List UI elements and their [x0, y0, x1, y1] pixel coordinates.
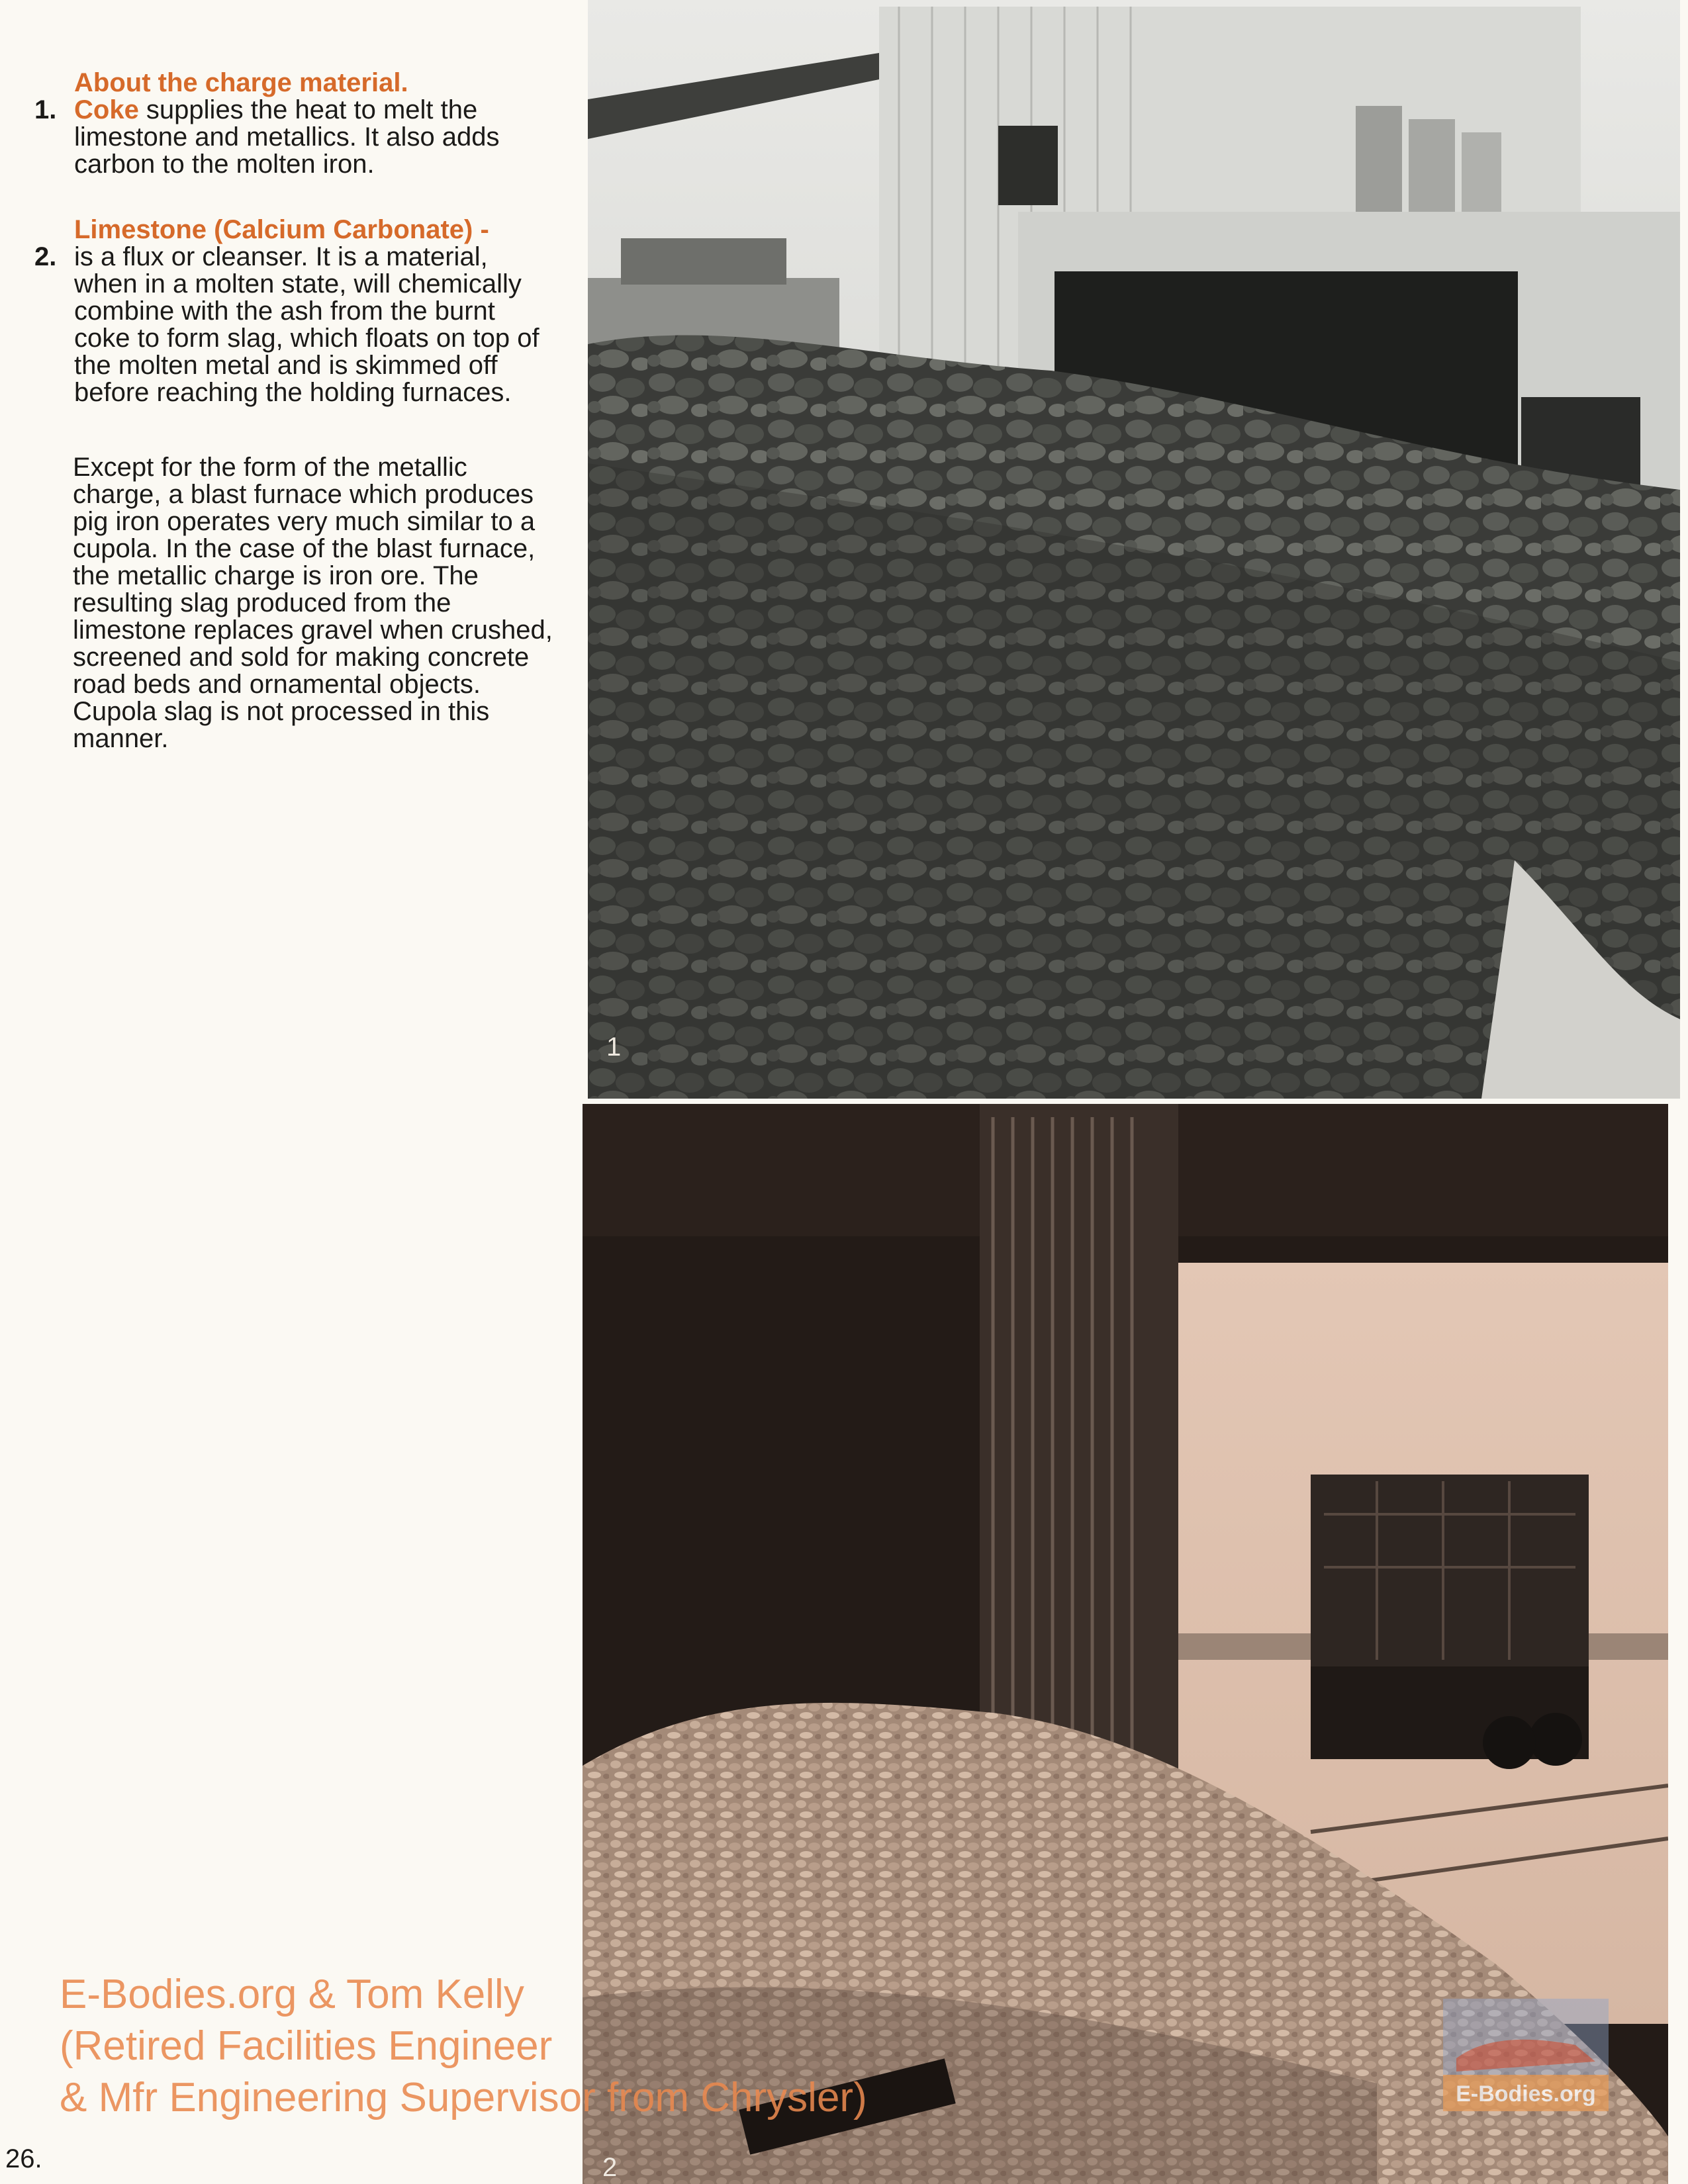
list-item-coke	[26, 69, 556, 178]
photo-number-label: 2	[602, 2153, 618, 2182]
explanatory-paragraph: Except for the form of the metallic charge, a blast furnace which produces pig iron operates very much similar to a cupola. In the case of the blast furnace, the metallic charge is iron ore. The resulting slag produced from the limestone replaces gravel when crushed, screened and sold for making concrete road beds and ornamental objects. Cupola slag is not processed in this manner.	[73, 453, 553, 753]
coke-pile-image	[588, 0, 1680, 1099]
item-body: is a flux or cleanser. It is a material, when in a molten state, will chemically combine with the ash from the burnt coke to form slag, which floats on top of the molten metal and is skimmed off before reaching the holding furnaces.	[74, 242, 539, 407]
item-text	[74, 97, 556, 178]
watermark-line: & Mfr Engineering Supervisor from Chrysler)	[60, 2075, 867, 2120]
item-highlight: Limestone (Calcium Carbonate) -	[74, 215, 489, 244]
ebodies-logo	[1443, 1999, 1609, 2111]
photo-coke-pile	[588, 0, 1680, 1099]
item-number: 2.	[34, 242, 57, 271]
watermark-line: (Retired Facilities Engineer	[60, 2023, 553, 2069]
text-column	[26, 69, 556, 752]
watermark-line: E-Bodies.org & Tom Kelly	[60, 1972, 524, 2017]
list-item-limestone	[26, 216, 556, 406]
page-number: 26.	[5, 2144, 42, 2173]
item-highlight: Coke	[74, 95, 139, 124]
photo-number-label: 1	[606, 1032, 622, 1062]
item-number: 1.	[34, 95, 57, 124]
logo-text: E-Bodies.org	[1456, 2081, 1596, 2107]
item-body: supplies the heat to melt the limestone and metallics. It also adds carbon to the molten iron.	[74, 95, 500, 179]
section-heading: About the charge material.	[74, 68, 408, 97]
watermark-credit	[60, 1969, 867, 2124]
